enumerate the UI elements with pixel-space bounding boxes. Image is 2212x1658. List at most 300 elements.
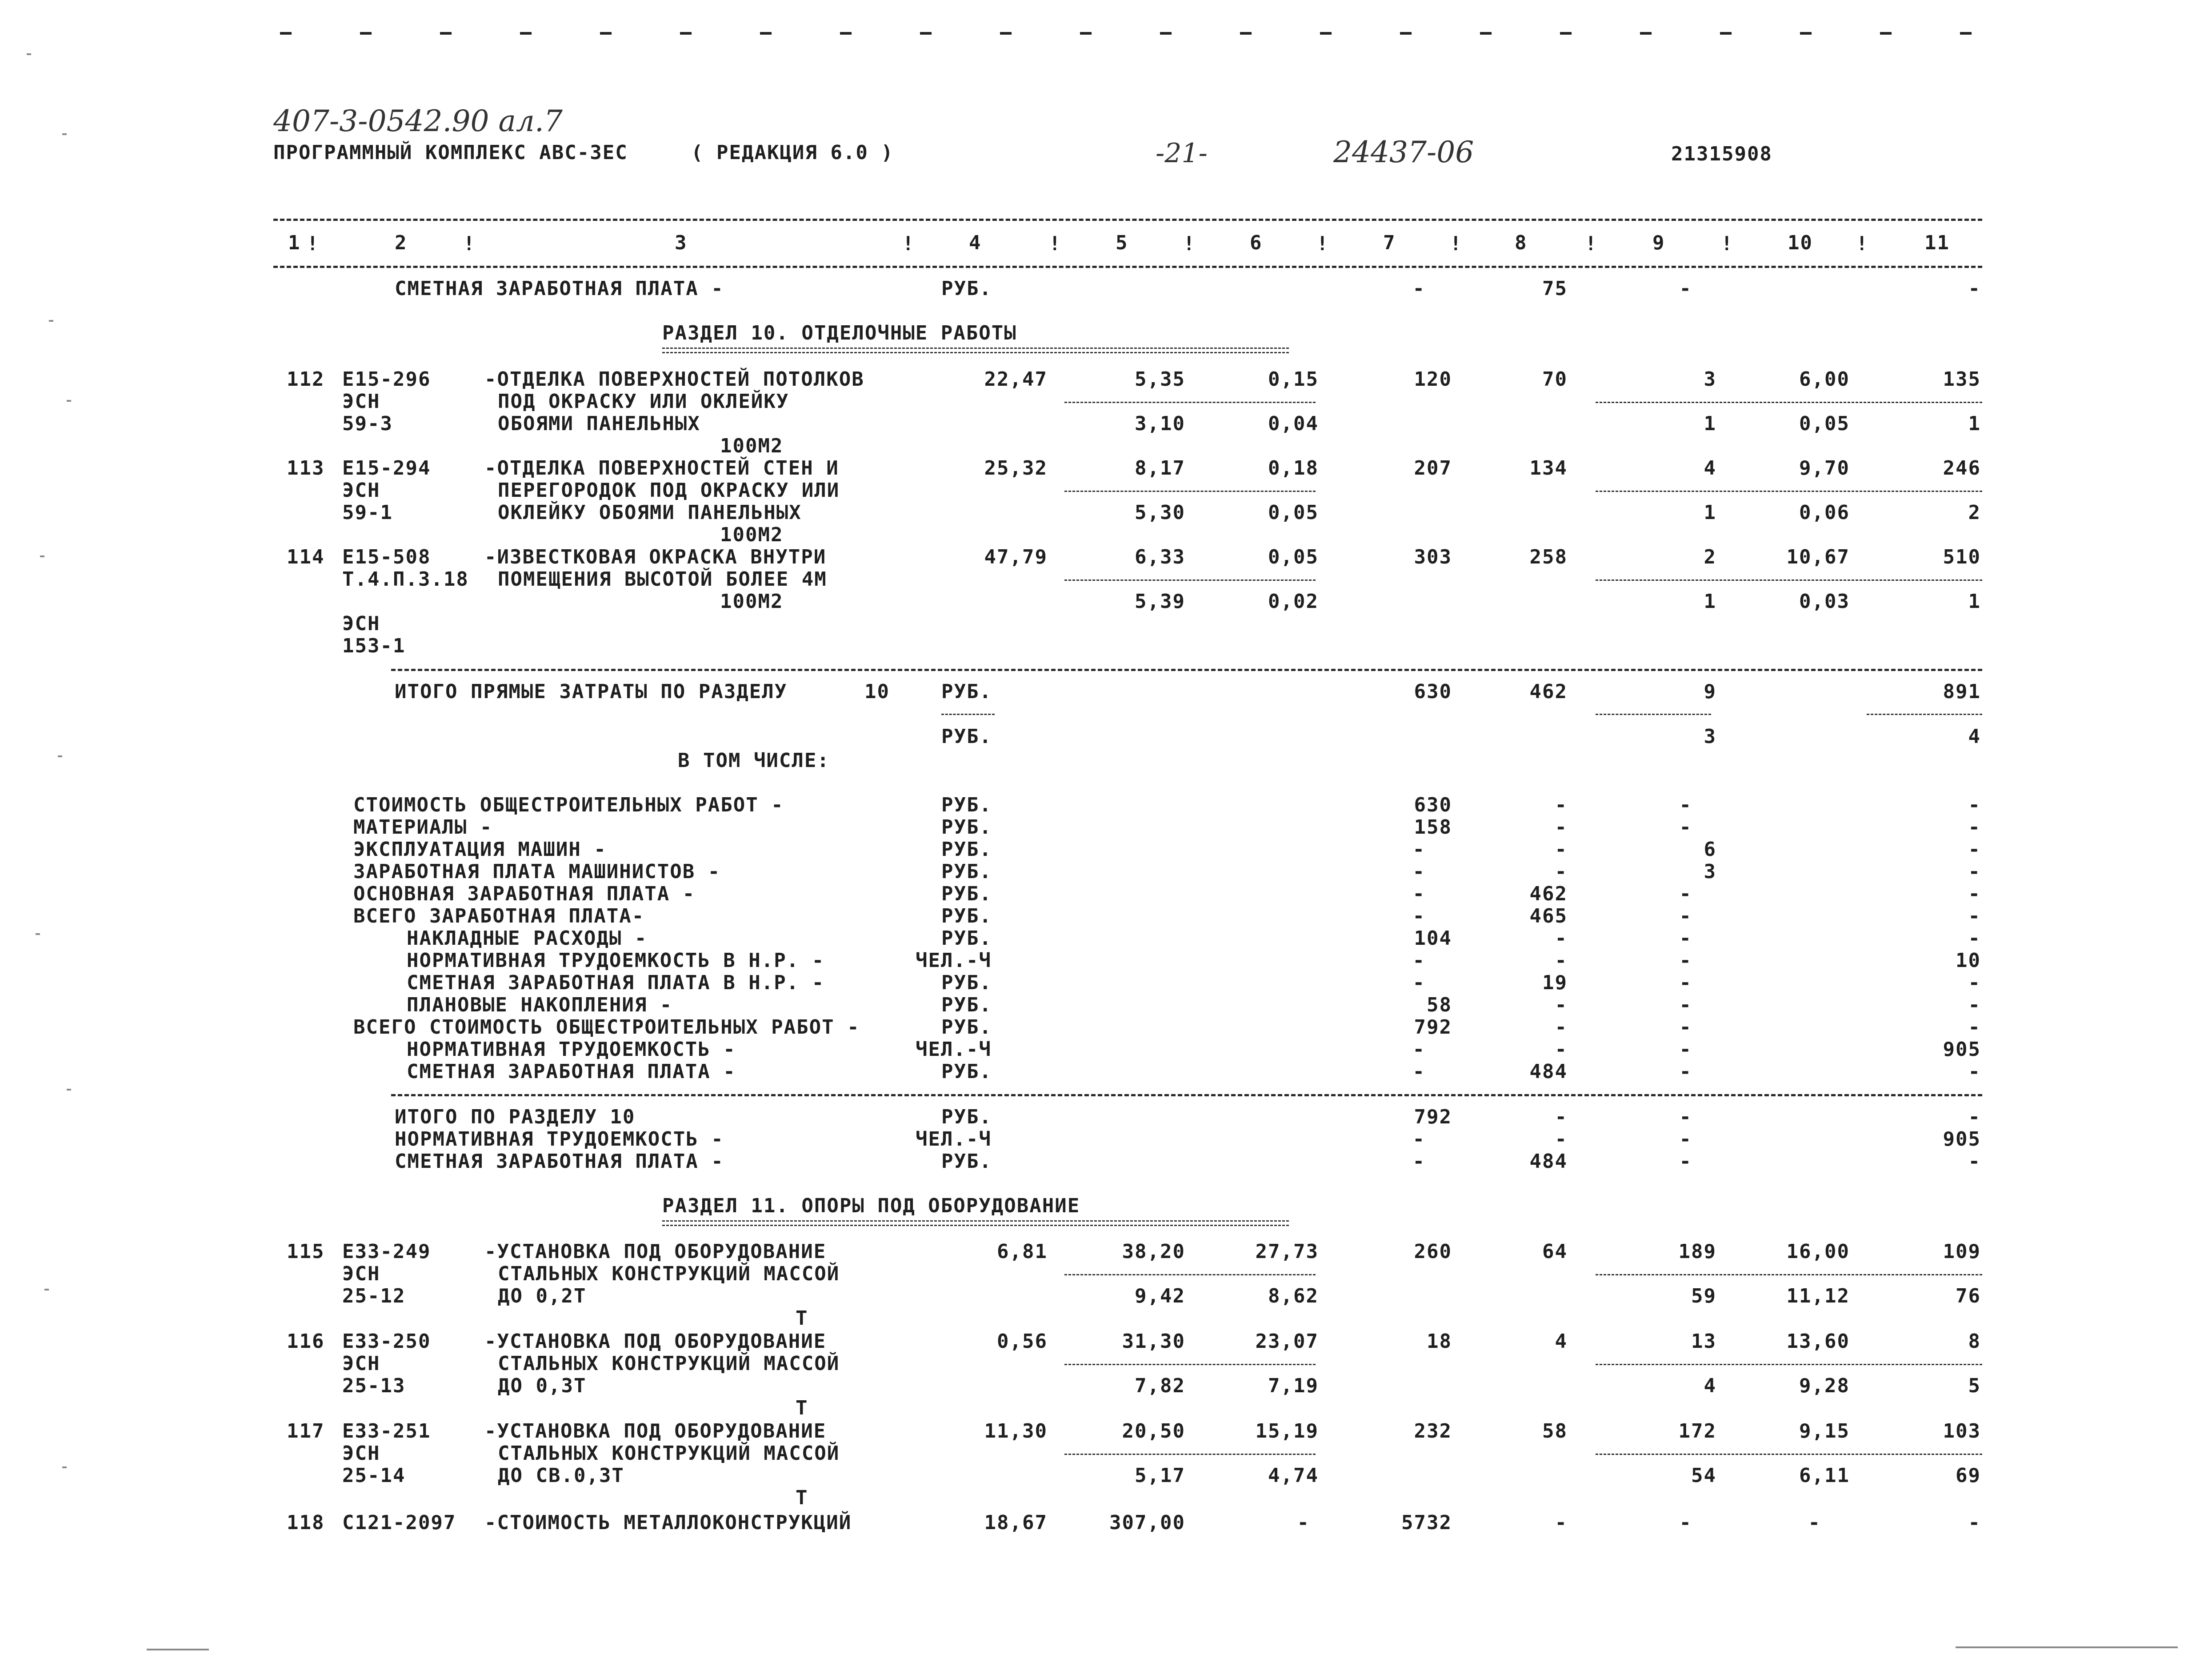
row-code: ЭСН bbox=[342, 1352, 380, 1375]
row-code: ЭСН bbox=[342, 390, 380, 413]
col-separators: ! bbox=[1049, 232, 1062, 255]
row-description: -ИЗВЕСТКОВАЯ ОКРАСКА ВНУТРИ bbox=[484, 546, 827, 568]
cell-c10: - bbox=[1808, 1511, 1821, 1534]
breakdown-c11: - bbox=[1968, 883, 1981, 905]
breakdown-c7: - bbox=[1412, 971, 1425, 994]
breakdown-label: СМЕТНАЯ ЗАРАБОТНАЯ ПЛАТА - bbox=[407, 1060, 736, 1083]
cell-c6b: 7,19 bbox=[1268, 1374, 1319, 1397]
row-code: 59-1 bbox=[342, 501, 393, 524]
section-10-underline bbox=[662, 348, 1289, 353]
cell-c10: 16,00 bbox=[1786, 1240, 1850, 1263]
col-header-7: 7 bbox=[1383, 232, 1396, 254]
section-total-c7: - bbox=[1412, 1128, 1425, 1151]
section-total-rule bbox=[391, 1094, 1982, 1096]
direct-total-c8: 462 bbox=[1529, 680, 1568, 703]
row-code: 153-1 bbox=[342, 635, 406, 657]
breakdown-unit: РУБ. bbox=[941, 1060, 992, 1083]
breakdown-c8: - bbox=[1555, 1038, 1568, 1061]
breakdown-c8: 465 bbox=[1529, 905, 1568, 927]
row-description: ОКЛЕЙКУ ОБОЯМИ ПАНЕЛЬНЫХ bbox=[498, 501, 802, 524]
breakdown-c7: - bbox=[1412, 1038, 1425, 1061]
row-code: ЭСН bbox=[342, 479, 380, 502]
row-description: ДО 0,3Т bbox=[498, 1374, 587, 1397]
row-number: 118 bbox=[287, 1511, 325, 1534]
cell-c5b: 5,39 bbox=[1135, 590, 1185, 613]
section-11-underline bbox=[662, 1220, 1289, 1226]
cell-c5: 38,20 bbox=[1122, 1240, 1185, 1263]
breakdown-c8: 484 bbox=[1529, 1060, 1568, 1083]
carry-c7: - bbox=[1412, 277, 1425, 300]
cell-c10: 6,00 bbox=[1799, 368, 1850, 391]
breakdown-c8: - bbox=[1555, 794, 1568, 816]
breakdown-label: МАТЕРИАЛЫ - bbox=[353, 816, 493, 839]
cell-c10b: 9,28 bbox=[1799, 1374, 1850, 1397]
document-number: 21315908 bbox=[1671, 143, 1772, 165]
cell-divider bbox=[1596, 579, 1982, 581]
cell-c6b: 0,05 bbox=[1268, 501, 1319, 524]
breakdown-unit: РУБ. bbox=[941, 905, 992, 927]
breakdown-c9: - bbox=[1679, 816, 1692, 839]
section-11-title: РАЗДЕЛ 11. ОПОРЫ ПОД ОБОРУДОВАНИЕ bbox=[662, 1195, 1080, 1217]
breakdown-c7: - bbox=[1412, 1060, 1425, 1083]
row-description: -УСТАНОВКА ПОД ОБОРУДОВАНИЕ bbox=[484, 1330, 827, 1353]
breakdown-c9: - bbox=[1679, 949, 1692, 972]
breakdown-c8: - bbox=[1555, 816, 1568, 839]
breakdown-unit: РУБ. bbox=[941, 883, 992, 905]
col-header-11: 11 bbox=[1924, 232, 1950, 254]
cell-c4: 25,32 bbox=[984, 457, 1048, 479]
cell-c9: 13 bbox=[1691, 1330, 1716, 1353]
section-total-c11: - bbox=[1968, 1150, 1981, 1173]
cell-c11: 246 bbox=[1943, 457, 1981, 479]
col-separators: ! bbox=[1183, 232, 1196, 255]
breakdown-c8: 462 bbox=[1529, 883, 1568, 905]
cell-c4: 11,30 bbox=[984, 1420, 1048, 1442]
handwritten-doc-code: 407-3-0542.90 ал.7 bbox=[273, 104, 563, 138]
carry-label: СМЕТНАЯ ЗАРАБОТНАЯ ПЛАТА - bbox=[395, 277, 724, 300]
cell-c10: 9,70 bbox=[1799, 457, 1850, 479]
section-total-c9: - bbox=[1679, 1128, 1692, 1151]
row-code: 59-3 bbox=[342, 412, 393, 435]
section-total-c7: - bbox=[1412, 1150, 1425, 1173]
breakdown-unit: РУБ. bbox=[941, 971, 992, 994]
cell-divider bbox=[1596, 402, 1982, 403]
section-total-c9: - bbox=[1679, 1150, 1692, 1173]
cell-c10b: 0,03 bbox=[1799, 590, 1850, 613]
row-code: 25-13 bbox=[342, 1374, 406, 1397]
breakdown-unit: РУБ. bbox=[941, 794, 992, 816]
breakdown-c9: - bbox=[1679, 971, 1692, 994]
breakdown-label: ЗАРАБОТНАЯ ПЛАТА МАШИНИСТОВ - bbox=[353, 860, 721, 883]
direct-total-label: ИТОГО ПРЯМЫЕ ЗАТРАТЫ ПО РАЗДЕЛУ bbox=[395, 680, 788, 703]
cell-c11b: 1 bbox=[1968, 590, 1981, 613]
cell-c8: 58 bbox=[1542, 1420, 1568, 1442]
cell-c4: 47,79 bbox=[984, 546, 1048, 568]
col-separators: ! bbox=[307, 232, 320, 255]
row-description: -УСТАНОВКА ПОД ОБОРУДОВАНИЕ bbox=[484, 1240, 827, 1263]
cell-c6: - bbox=[1297, 1511, 1310, 1534]
breakdown-c11: - bbox=[1968, 1016, 1981, 1039]
breakdown-c11: - bbox=[1968, 860, 1981, 883]
breakdown-c11: - bbox=[1968, 927, 1981, 950]
section-total-c11: 905 bbox=[1943, 1128, 1981, 1151]
breakdown-c7: 158 bbox=[1414, 816, 1452, 839]
direct-total-c7: 630 bbox=[1414, 680, 1452, 703]
direct-total-unit: РУБ. bbox=[941, 680, 992, 703]
direct-total-section: 10 bbox=[864, 680, 890, 703]
cell-c9b: 1 bbox=[1704, 590, 1716, 613]
row-code: ЭСН bbox=[342, 1262, 380, 1285]
section-total-unit: РУБ. bbox=[941, 1106, 992, 1128]
program-name: ПРОГРАММНЫЙ КОМПЛЕКС АВС-ЗЕС bbox=[273, 141, 628, 164]
cell-c5: 6,33 bbox=[1135, 546, 1185, 568]
cell-c4: 18,67 bbox=[984, 1511, 1048, 1534]
section-10-title: РАЗДЕЛ 10. ОТДЕЛОЧНЫЕ РАБОТЫ bbox=[662, 322, 1017, 344]
row-unit: 100М2 bbox=[720, 435, 784, 457]
cell-c9b: 1 bbox=[1704, 501, 1716, 524]
breakdown-c11: - bbox=[1968, 971, 1981, 994]
breakdown-c11: - bbox=[1968, 994, 1981, 1016]
section-total-c7: 792 bbox=[1414, 1106, 1452, 1128]
breakdown-unit: РУБ. bbox=[941, 994, 992, 1016]
col-separators: ! bbox=[902, 232, 915, 255]
breakdown-c11: - bbox=[1968, 838, 1981, 861]
cell-c10: 13,60 bbox=[1786, 1330, 1850, 1353]
cell-c9: 3 bbox=[1704, 368, 1716, 391]
cell-c7: 207 bbox=[1414, 457, 1452, 479]
row-number: 117 bbox=[287, 1420, 325, 1442]
breakdown-c7: 630 bbox=[1414, 794, 1452, 816]
breakdown-c7: - bbox=[1412, 883, 1425, 905]
cell-c6: 27,73 bbox=[1255, 1240, 1319, 1263]
cell-c8: 258 bbox=[1529, 546, 1568, 568]
cell-c11b: 1 bbox=[1968, 412, 1981, 435]
cell-divider bbox=[1064, 491, 1316, 492]
cell-c5b: 5,30 bbox=[1135, 501, 1185, 524]
breakdown-unit: РУБ. bbox=[941, 1016, 992, 1039]
cell-divider bbox=[1596, 1454, 1982, 1455]
breakdown-c8: - bbox=[1555, 860, 1568, 883]
breakdown-c11: - bbox=[1968, 794, 1981, 816]
col-header-5: 5 bbox=[1116, 232, 1128, 254]
breakdown-label: ВСЕГО ЗАРАБОТНАЯ ПЛАТА- bbox=[353, 905, 645, 927]
cell-c11: - bbox=[1968, 1511, 1981, 1534]
cell-c9b: 54 bbox=[1691, 1464, 1716, 1487]
row-description: -УСТАНОВКА ПОД ОБОРУДОВАНИЕ bbox=[484, 1420, 827, 1442]
cell-c8: 4 bbox=[1555, 1330, 1568, 1353]
col-header-3: 3 bbox=[675, 232, 688, 254]
row-code: Е15-294 bbox=[342, 457, 431, 479]
row-number: 114 bbox=[287, 546, 325, 568]
row-code: Т.4.П.3.18 bbox=[342, 568, 469, 591]
cell-c9: 2 bbox=[1704, 546, 1716, 568]
including-label: В ТОМ ЧИСЛЕ: bbox=[678, 749, 830, 772]
header-bottom-rule bbox=[273, 266, 1982, 268]
col-separators: ! bbox=[1316, 232, 1329, 255]
breakdown-c8: - bbox=[1555, 927, 1568, 950]
row-code: Е15-508 bbox=[342, 546, 431, 568]
cell-divider bbox=[1596, 714, 1711, 715]
cell-divider bbox=[1064, 579, 1316, 581]
breakdown-label: СТОИМОСТЬ ОБЩЕСТРОИТЕЛЬНЫХ РАБОТ - bbox=[353, 794, 784, 816]
cell-c4: 6,81 bbox=[997, 1240, 1048, 1263]
breakdown-c8: 19 bbox=[1542, 971, 1568, 994]
breakdown-c9: - bbox=[1679, 905, 1692, 927]
breakdown-c9: - bbox=[1679, 883, 1692, 905]
cell-c5: 8,17 bbox=[1135, 457, 1185, 479]
breakdown-c9: - bbox=[1679, 1016, 1692, 1039]
col-separators: ! bbox=[1721, 232, 1734, 255]
cell-c11b: 69 bbox=[1956, 1464, 1981, 1487]
cell-c6: 0,05 bbox=[1268, 546, 1319, 568]
breakdown-label: НАКЛАДНЫЕ РАСХОДЫ - bbox=[407, 927, 648, 950]
cell-c5b: 7,82 bbox=[1135, 1374, 1185, 1397]
cell-c9b: 1 bbox=[1704, 412, 1716, 435]
row-code: Е33-249 bbox=[342, 1240, 431, 1263]
cell-c11: 8 bbox=[1968, 1330, 1981, 1353]
cell-c7: 120 bbox=[1414, 368, 1452, 391]
section-total-unit: ЧЕЛ.-Ч bbox=[916, 1128, 992, 1151]
section-total-c8: 484 bbox=[1529, 1150, 1568, 1173]
carry-c8: 75 bbox=[1542, 277, 1568, 300]
col-header-6: 6 bbox=[1250, 232, 1263, 254]
table-top-rule bbox=[273, 219, 1982, 221]
section-total-c8: - bbox=[1555, 1106, 1568, 1128]
row-code: Е33-251 bbox=[342, 1420, 431, 1442]
breakdown-c7: - bbox=[1412, 905, 1425, 927]
breakdown-unit: ЧЕЛ.-Ч bbox=[916, 949, 992, 972]
cell-c8: 64 bbox=[1542, 1240, 1568, 1263]
breakdown-unit: РУБ. bbox=[941, 860, 992, 883]
breakdown-unit: РУБ. bbox=[941, 927, 992, 950]
col-header-10: 10 bbox=[1788, 232, 1813, 254]
row-description: СТАЛЬНЫХ КОНСТРУКЦИЙ МАССОЙ bbox=[498, 1352, 840, 1375]
cell-divider bbox=[1064, 402, 1316, 403]
cell-c10b: 6,11 bbox=[1799, 1464, 1850, 1487]
row-number: 113 bbox=[287, 457, 325, 479]
breakdown-c7: - bbox=[1412, 949, 1425, 972]
row-number: 116 bbox=[287, 1330, 325, 1353]
totals-rule bbox=[391, 669, 1982, 671]
col-header-1: 1 bbox=[288, 232, 301, 254]
carry-c11: - bbox=[1968, 277, 1981, 300]
cell-c7: 303 bbox=[1414, 546, 1452, 568]
cell-c5b: 3,10 bbox=[1135, 412, 1185, 435]
row-description: ПЕРЕГОРОДОК ПОД ОКРАСКУ ИЛИ bbox=[498, 479, 840, 502]
cell-c7: 5732 bbox=[1401, 1511, 1452, 1534]
cell-c11: 135 bbox=[1943, 368, 1981, 391]
row-description: ОБОЯМИ ПАНЕЛЬНЫХ bbox=[498, 412, 700, 435]
row-unit: Т bbox=[796, 1397, 808, 1419]
breakdown-unit: РУБ. bbox=[941, 838, 992, 861]
breakdown-c8: - bbox=[1555, 949, 1568, 972]
col-separators: ! bbox=[463, 232, 476, 255]
breakdown-c8: - bbox=[1555, 994, 1568, 1016]
cell-c7: 260 bbox=[1414, 1240, 1452, 1263]
cell-divider bbox=[1596, 491, 1982, 492]
breakdown-label: ОСНОВНАЯ ЗАРАБОТНАЯ ПЛАТА - bbox=[353, 883, 696, 905]
cell-c11: 109 bbox=[1943, 1240, 1981, 1263]
cell-divider bbox=[1596, 1364, 1982, 1365]
row-description: -ОТДЕЛКА ПОВЕРХНОСТЕЙ ПОТОЛКОВ bbox=[484, 368, 864, 391]
breakdown-c7: 792 bbox=[1414, 1016, 1452, 1039]
breakdown-unit: РУБ. bbox=[941, 816, 992, 839]
cell-c6: 0,18 bbox=[1268, 457, 1319, 479]
breakdown-c11: - bbox=[1968, 816, 1981, 839]
cell-c10: 10,67 bbox=[1786, 546, 1850, 568]
cell-c5: 31,30 bbox=[1122, 1330, 1185, 1353]
breakdown-label: СМЕТНАЯ ЗАРАБОТНАЯ ПЛАТА В Н.Р. - bbox=[407, 971, 825, 994]
cell-c4: 0,56 bbox=[997, 1330, 1048, 1353]
breakdown-c9: - bbox=[1679, 994, 1692, 1016]
page-number: -21- bbox=[1156, 138, 1208, 169]
cell-divider bbox=[941, 714, 995, 715]
cell-c6b: 4,74 bbox=[1268, 1464, 1319, 1487]
row-code: С121-2097 bbox=[342, 1511, 456, 1534]
cell-c10: 9,15 bbox=[1799, 1420, 1850, 1442]
breakdown-c9: - bbox=[1679, 1038, 1692, 1061]
row-description: ПОМЕЩЕНИЯ ВЫСОТОЙ БОЛЕЕ 4М bbox=[498, 568, 827, 591]
row-description: ПОД ОКРАСКУ ИЛИ ОКЛЕЙКУ bbox=[498, 390, 789, 413]
breakdown-c9: - bbox=[1679, 927, 1692, 950]
row-code: Е33-250 bbox=[342, 1330, 431, 1353]
row-code: Е15-296 bbox=[342, 368, 431, 391]
breakdown-label: ЭКСПЛУАТАЦИЯ МАШИН - bbox=[353, 838, 607, 861]
breakdown-c11: 905 bbox=[1943, 1038, 1981, 1061]
row-number: 112 bbox=[287, 368, 325, 391]
breakdown-label: НОРМАТИВНАЯ ТРУДОЕМКОСТЬ В Н.Р. - bbox=[407, 949, 825, 972]
direct-total-c11b: 4 bbox=[1968, 725, 1981, 748]
section-total-label: СМЕТНАЯ ЗАРАБОТНАЯ ПЛАТА - bbox=[395, 1150, 724, 1173]
cell-c11: 103 bbox=[1943, 1420, 1981, 1442]
breakdown-c8: - bbox=[1555, 1016, 1568, 1039]
breakdown-label: НОРМАТИВНАЯ ТРУДОЕМКОСТЬ - bbox=[407, 1038, 736, 1061]
cell-c11: 510 bbox=[1943, 546, 1981, 568]
section-total-unit: РУБ. bbox=[941, 1150, 992, 1173]
cell-c6b: 8,62 bbox=[1268, 1285, 1319, 1307]
direct-total-c11: 891 bbox=[1943, 680, 1981, 703]
cell-c11b: 76 bbox=[1956, 1285, 1981, 1307]
cell-divider bbox=[1064, 1454, 1316, 1455]
cell-c10b: 0,06 bbox=[1799, 501, 1850, 524]
cell-c5: 20,50 bbox=[1122, 1420, 1185, 1442]
cell-c7: 18 bbox=[1427, 1330, 1452, 1353]
breakdown-c11: - bbox=[1968, 1060, 1981, 1083]
cell-c10b: 11,12 bbox=[1786, 1285, 1850, 1307]
section-total-c8: - bbox=[1555, 1128, 1568, 1151]
row-unit: 100М2 bbox=[720, 590, 784, 613]
breakdown-c9: 3 bbox=[1704, 860, 1716, 883]
cell-c9: 189 bbox=[1678, 1240, 1716, 1263]
cell-c9b: 4 bbox=[1704, 1374, 1716, 1397]
section-total-c11: - bbox=[1968, 1106, 1981, 1128]
cell-c10b: 0,05 bbox=[1799, 412, 1850, 435]
breakdown-c11: - bbox=[1968, 905, 1981, 927]
carry-unit: РУБ. bbox=[941, 277, 992, 300]
cell-divider bbox=[1064, 1364, 1316, 1365]
row-description: СТАЛЬНЫХ КОНСТРУКЦИЙ МАССОЙ bbox=[498, 1262, 840, 1285]
cell-c11b: 2 bbox=[1968, 501, 1981, 524]
row-description: ДО СВ.0,3Т bbox=[498, 1464, 624, 1487]
cell-c6: 15,19 bbox=[1255, 1420, 1319, 1442]
section-total-label: ИТОГО ПО РАЗДЕЛУ 10 bbox=[395, 1106, 636, 1128]
col-header-9: 9 bbox=[1652, 232, 1665, 254]
cell-divider bbox=[1596, 1274, 1982, 1275]
row-description: -СТОИМОСТЬ МЕТАЛЛОКОНСТРУКЦИЙ bbox=[484, 1511, 852, 1534]
cell-c6: 23,07 bbox=[1255, 1330, 1319, 1353]
breakdown-c7: 58 bbox=[1427, 994, 1452, 1016]
cell-c6: 0,15 bbox=[1268, 368, 1319, 391]
direct-total-c9: 9 bbox=[1704, 680, 1716, 703]
cell-c5b: 5,17 bbox=[1135, 1464, 1185, 1487]
cell-c11b: 5 bbox=[1968, 1374, 1981, 1397]
row-code: 25-14 bbox=[342, 1464, 406, 1487]
col-header-4: 4 bbox=[969, 232, 982, 254]
col-header-8: 8 bbox=[1515, 232, 1528, 254]
breakdown-c8: - bbox=[1555, 838, 1568, 861]
cell-c6b: 0,02 bbox=[1268, 590, 1319, 613]
cell-c5: 307,00 bbox=[1109, 1511, 1185, 1534]
col-separators: ! bbox=[1856, 232, 1869, 255]
row-description: ДО 0,2Т bbox=[498, 1285, 587, 1307]
row-description: -ОТДЕЛКА ПОВЕРХНОСТЕЙ СТЕН И bbox=[484, 457, 839, 479]
section-total-c9: - bbox=[1679, 1106, 1692, 1128]
breakdown-label: ВСЕГО СТОИМОСТЬ ОБЩЕСТРОИТЕЛЬНЫХ РАБОТ - bbox=[353, 1016, 860, 1039]
cell-c4: 22,47 bbox=[984, 368, 1048, 391]
cell-c9: 172 bbox=[1678, 1420, 1716, 1442]
row-unit: Т bbox=[796, 1307, 808, 1330]
direct-total-c9b: 3 bbox=[1704, 725, 1716, 748]
breakdown-c11: 10 bbox=[1956, 949, 1981, 972]
cell-c8: 70 bbox=[1542, 368, 1568, 391]
row-code: ЭСН bbox=[342, 1442, 380, 1465]
section-total-label: НОРМАТИВНАЯ ТРУДОЕМКОСТЬ - bbox=[395, 1128, 724, 1151]
breakdown-label: ПЛАНОВЫЕ НАКОПЛЕНИЯ - bbox=[407, 994, 673, 1016]
cell-c9: 4 bbox=[1704, 457, 1716, 479]
breakdown-c9: - bbox=[1679, 1060, 1692, 1083]
cell-c6b: 0,04 bbox=[1268, 412, 1319, 435]
row-number: 115 bbox=[287, 1240, 325, 1263]
cell-c8: - bbox=[1555, 1511, 1568, 1534]
carry-c9: - bbox=[1679, 277, 1692, 300]
breakdown-c7: - bbox=[1412, 860, 1425, 883]
col-header-2: 2 bbox=[395, 232, 408, 254]
edition: ( РЕДАКЦИЯ 6.0 ) bbox=[691, 141, 894, 164]
handwritten-number: 24437-06 bbox=[1333, 135, 1474, 169]
cell-c5: 5,35 bbox=[1135, 368, 1185, 391]
direct-total-unit-b: РУБ. bbox=[941, 725, 992, 748]
cell-c8: 134 bbox=[1529, 457, 1568, 479]
cell-divider bbox=[1064, 1274, 1316, 1275]
row-code: 25-12 bbox=[342, 1285, 406, 1307]
breakdown-c7: - bbox=[1412, 838, 1425, 861]
row-unit: Т bbox=[796, 1486, 808, 1509]
breakdown-c9: - bbox=[1679, 794, 1692, 816]
cell-c9b: 59 bbox=[1691, 1285, 1716, 1307]
cell-c9: - bbox=[1679, 1511, 1692, 1534]
col-separators: ! bbox=[1450, 232, 1463, 255]
cell-divider bbox=[1867, 714, 1982, 715]
col-separators: ! bbox=[1585, 232, 1598, 255]
cell-c5b: 9,42 bbox=[1135, 1285, 1185, 1307]
row-description: СТАЛЬНЫХ КОНСТРУКЦИЙ МАССОЙ bbox=[498, 1442, 840, 1465]
breakdown-c9: 6 bbox=[1704, 838, 1716, 861]
cell-c7: 232 bbox=[1414, 1420, 1452, 1442]
row-code: ЭСН bbox=[342, 612, 380, 635]
breakdown-unit: ЧЕЛ.-Ч bbox=[916, 1038, 992, 1061]
row-unit: 100М2 bbox=[720, 523, 784, 546]
breakdown-c7: 104 bbox=[1414, 927, 1452, 950]
